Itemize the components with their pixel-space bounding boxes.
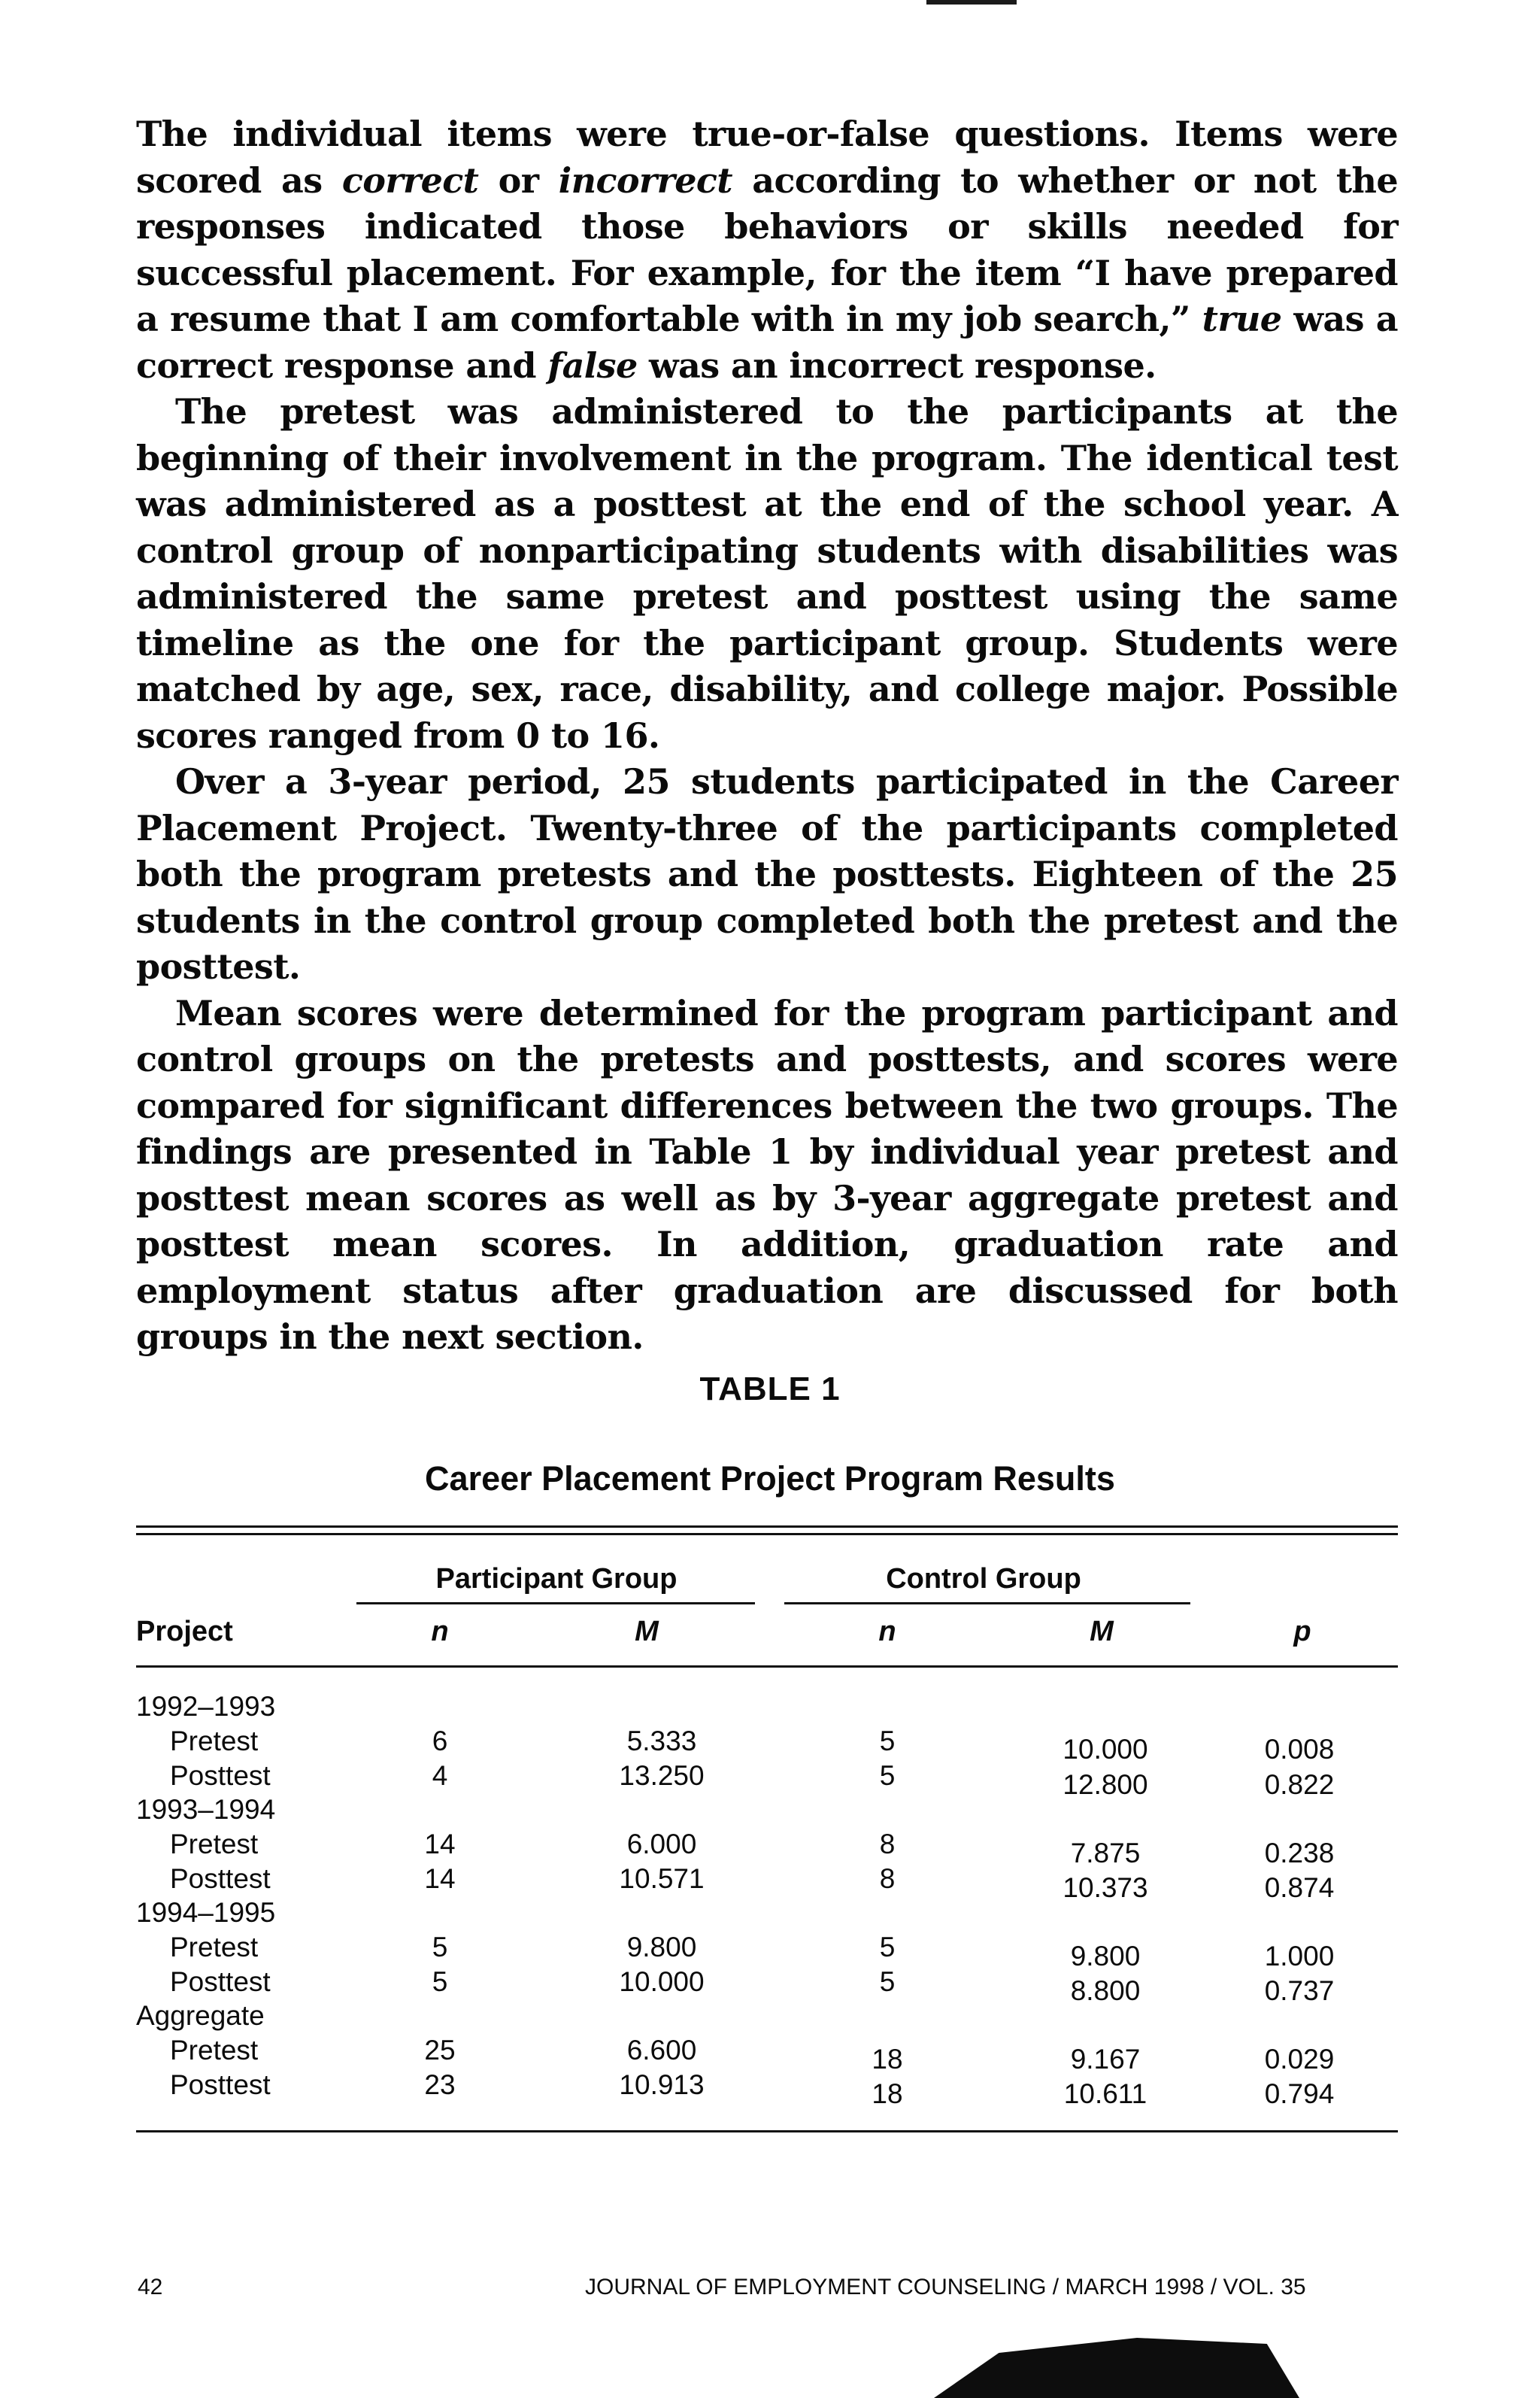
- participant-n-cell: 6: [432, 1726, 448, 1756]
- participant-n-cell: 5: [432, 1966, 448, 1997]
- control-mean-cell: 10.000: [1063, 1734, 1148, 1765]
- section-label-aggregate: Aggregate: [136, 2000, 265, 2031]
- control-mean-cell: 10.373: [1063, 1872, 1148, 1903]
- control-n-cell: 5: [879, 1932, 896, 1962]
- p-value-cell: 0.737: [1264, 1975, 1335, 2006]
- control-mean-cell: 9.167: [1070, 2044, 1141, 2075]
- term-false: false: [547, 345, 638, 386]
- control-n-cell: 5: [879, 1760, 896, 1791]
- section-label-1993-1994: 1993–1994: [136, 1794, 276, 1825]
- paragraph-1-text-5: was an incorrect response.: [637, 345, 1157, 386]
- control-n-cell: 8: [879, 1863, 896, 1894]
- scan-artifact-top: [926, 0, 1017, 5]
- row-label: Pretest: [170, 2035, 259, 2066]
- row-label: Pretest: [170, 1726, 259, 1756]
- column-header-project: Project: [136, 1616, 233, 1647]
- table-header-rule: [136, 1665, 1398, 1668]
- paragraph-1-text-1: The individual items were true-or-false questions. Items were scored as: [136, 114, 1398, 201]
- participant-n-cell: 14: [424, 1829, 456, 1859]
- column-header-participant-m: M: [635, 1616, 659, 1647]
- paragraph-1-text-4: was a correct response and: [136, 299, 1398, 386]
- control-mean-cell: 9.800: [1070, 1941, 1141, 1972]
- control-n-cell: 18: [872, 2044, 903, 2075]
- page-number: 42: [138, 2275, 163, 2299]
- control-group-header: Control Group: [886, 1563, 1081, 1595]
- row-label: Pretest: [170, 1829, 259, 1859]
- term-correct: correct: [341, 159, 479, 201]
- paragraph-2: The pretest was administered to the participants at the beginning of their involvement in the program. The identical test was administered as a posttest at the end of the school year. A control group of nonparticipating students with disabilities was administered the same pretest and posttest using the same timeline as the one for the participant group. Students were matched by age, sex, race, disability, and college major. Possible scores ranged from 0 to 16.: [136, 391, 1398, 756]
- control-mean-cell: 8.800: [1070, 1975, 1141, 2006]
- column-header-participant-n: n: [431, 1616, 449, 1647]
- participant-group-underline: [356, 1602, 755, 1604]
- control-mean-cell: 7.875: [1070, 1838, 1141, 1868]
- participant-mean-cell: 13.250: [619, 1760, 705, 1791]
- control-n-cell: 8: [879, 1829, 896, 1859]
- paragraph-3: Over a 3-year period, 25 students participated in the Career Placement Project. Twenty-three of the participants completed both the program pretests and the posttests. Eighteen of the 25 students in the control group completed both the pretest and the posttest.: [136, 761, 1398, 987]
- control-n-cell: 5: [879, 1726, 896, 1756]
- column-header-p: p: [1293, 1616, 1311, 1647]
- journal-footer: JOURNAL OF EMPLOYMENT COUNSELING / MARCH 1998 / VOL. 35: [585, 2275, 1306, 2299]
- p-value-cell: 0.238: [1264, 1838, 1335, 1868]
- participant-mean-cell: 10.913: [619, 2069, 705, 2100]
- column-header-control-m: M: [1090, 1616, 1114, 1647]
- paragraph-4: Mean scores were determined for the program participant and control groups on the pretests and posttests, and scores were compared for significant differences between the two groups. The findings are presented in Table 1 by individual year pretest and posttest mean scores as well as by 3-year aggregate pretest and posttest mean scores. In addition, graduation rate and employment status after graduation are discussed for both groups in the next section.: [136, 992, 1398, 1357]
- participant-n-cell: 14: [424, 1863, 456, 1894]
- participant-n-cell: 4: [432, 1760, 448, 1791]
- participant-mean-cell: 6.000: [626, 1829, 697, 1859]
- participant-mean-cell: 10.000: [619, 1966, 705, 1997]
- control-mean-cell: 12.800: [1063, 1769, 1148, 1800]
- term-true: true: [1202, 299, 1282, 339]
- section-label-1992-1993: 1992–1993: [136, 1691, 276, 1722]
- row-label: Posttest: [170, 1760, 271, 1791]
- table-top-rule-1: [136, 1525, 1398, 1528]
- term-incorrect: incorrect: [558, 159, 732, 201]
- p-value-cell: 0.029: [1264, 2044, 1335, 2075]
- control-mean-cell: 10.611: [1063, 2078, 1147, 2109]
- p-value-cell: 1.000: [1264, 1941, 1335, 1972]
- participant-mean-cell: 9.800: [626, 1932, 697, 1962]
- participant-mean-cell: 10.571: [619, 1863, 705, 1894]
- participant-mean-cell: 5.333: [626, 1726, 697, 1756]
- control-n-cell: 18: [872, 2078, 903, 2109]
- paragraph-1: [136, 111, 1398, 389]
- body-text: [136, 111, 1398, 1361]
- control-n-cell: 5: [879, 1966, 896, 1997]
- p-value-cell: 0.822: [1264, 1769, 1335, 1800]
- table-label: TABLE 1: [699, 1371, 841, 1407]
- p-value-cell: 0.794: [1264, 2078, 1335, 2109]
- row-label: Posttest: [170, 1966, 271, 1997]
- section-label-1994-1995: 1994–1995: [136, 1897, 276, 1928]
- paragraph-1-text-3: according to whether or not the responses indicated those behaviors or skills needed for successful placement. For example, for the item “I have prepared a resume that I am comfortable with in my job search,”: [136, 159, 1398, 339]
- p-value-cell: 0.008: [1264, 1734, 1335, 1765]
- p-value-cell: 0.874: [1264, 1872, 1335, 1903]
- control-group-underline: [784, 1602, 1190, 1604]
- participant-n-cell: 5: [432, 1932, 448, 1962]
- paragraph-1-text-2: or: [478, 159, 559, 201]
- column-header-control-n: n: [878, 1616, 896, 1647]
- row-label: Posttest: [170, 1863, 271, 1894]
- participant-n-cell: 23: [424, 2069, 456, 2100]
- row-label: Posttest: [170, 2069, 271, 2100]
- participant-n-cell: 25: [424, 2035, 456, 2066]
- table-top-rule-2: [136, 1533, 1398, 1535]
- participant-group-header: Participant Group: [435, 1563, 678, 1595]
- table-bottom-rule: [136, 2130, 1398, 2132]
- scan-artifact-bottom: [893, 2338, 1299, 2398]
- row-label: Pretest: [170, 1932, 259, 1962]
- participant-mean-cell: 6.600: [626, 2035, 697, 2066]
- table-title: Career Placement Project Program Results: [425, 1459, 1115, 1498]
